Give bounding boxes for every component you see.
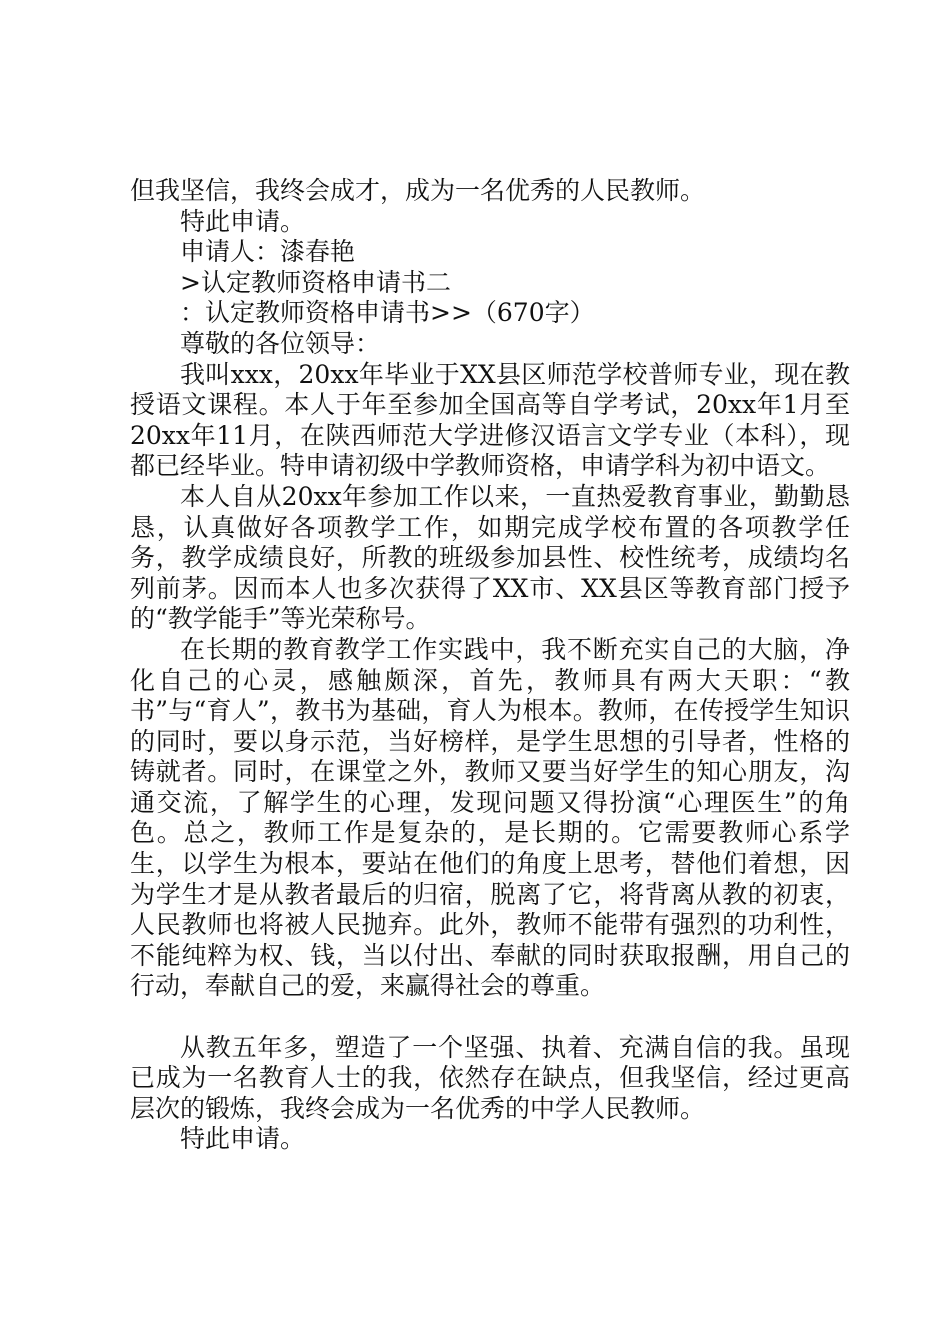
body-paragraph: 我叫xxx，20xx年毕业于XX县区师范学校普师专业，现在教授语文课程。本人于年至参加全国高等自学考试，20xx年1月至20xx年11月，在陕西师范大学进修汉语言文学专业（本科），现都已经毕业。特申请初级中学教师资格，申请学科为初中语文。	[130, 359, 850, 481]
applicant-line: 申请人：漆春艳	[180, 237, 356, 267]
body-paragraph: 从教五年多，塑造了一个坚强、执着、充满自信的我。虽现已成为一名教育人士的我，依然存在缺点，但我坚信，经过更高层次的锻炼，我终会成为一名优秀的中学人民教师。	[130, 1032, 850, 1123]
paragraph-gap	[130, 1002, 850, 1033]
paragraph-continuation: 但我坚信，我终会成才，成为一名优秀的人民教师。	[130, 176, 706, 205]
body-paragraph: 在长期的教育教学工作实践中，我不断充实自己的大脑，净化自己的心灵，感触颇深，首先，教师具有两大天职：“教书”与“育人”，教书为基础，育人为根本。教师，在传授学生知识的同时，要以身示范，当好榜样，是学生思想的引导者，性格的铸就者。同时，在课堂之外，教师又要当好学生的知心朋友，沟通交流，了解学生的心理，发现问题又得扮演“心理医生”的角色。总之，教师工作是复杂的，是长期的。它需要教师心系学生，以学生为根本，要站在他们的角度上思考，替他们着想，因为学生才是从教者最后的归宿，脱离了它，将背离从教的初衷，人民教师也将被人民抛弃。此外，教师不能带有强烈的功利性，不能纯粹为权、钱，当以付出、奉献的同时获取报酬，用自己的行动，奉献自己的爱，来赢得社会的尊重。	[130, 634, 850, 1001]
closing-request: 特此申请。	[180, 206, 306, 236]
body-paragraph: 本人自从20xx年参加工作以来，一直热爱教育事业，勤勤恳恳，认真做好各项教学工作，如期完成学校布置的各项教学任务，教学成绩良好，所教的班级参加县性、校性统考，成绩均名列前茅。因而本人也多次获得了XX市、XX县区等教育部门授予的“教学能手”等光荣称号。	[130, 481, 850, 634]
document-body	[130, 176, 850, 1155]
salutation: 尊敬的各位领导：	[180, 328, 381, 358]
section-subheading: ：认定教师资格申请书>>（670字）	[180, 298, 595, 328]
section-heading: >认定教师资格申请书二	[180, 267, 451, 297]
closing-request: 特此申请。	[180, 1124, 306, 1154]
